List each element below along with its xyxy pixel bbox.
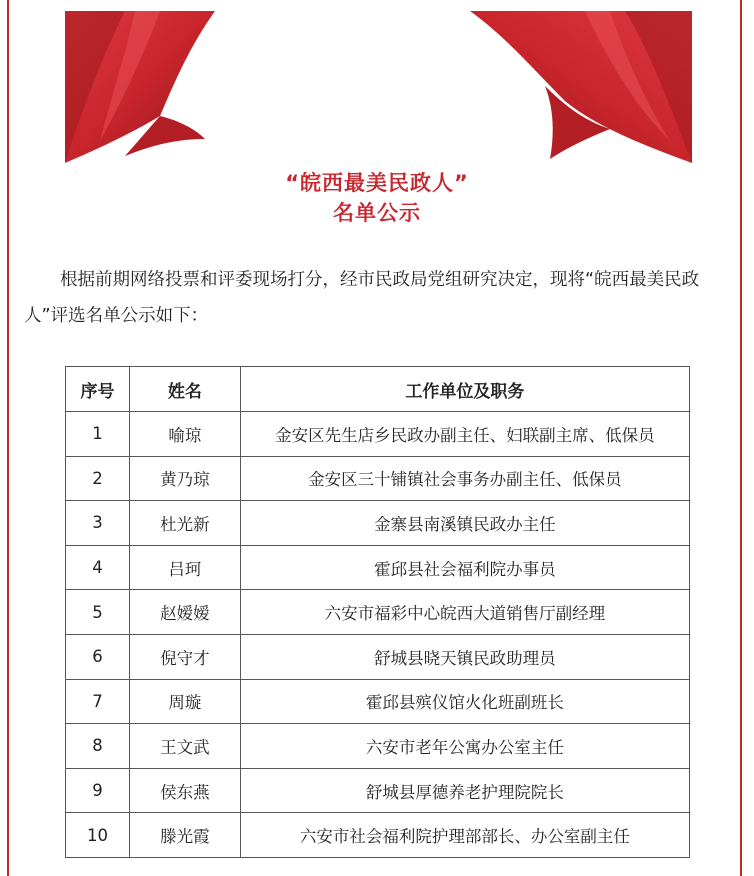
row-name: 周璇 xyxy=(129,679,240,724)
row-name: 滕光霞 xyxy=(129,813,240,858)
row-name: 王文武 xyxy=(129,724,240,769)
row-number: 1 xyxy=(66,412,130,457)
row-number: 2 xyxy=(66,456,130,501)
header-number: 序号 xyxy=(66,367,130,412)
row-job: 金安区三十铺镇社会事务办副主任、低保员 xyxy=(240,456,689,501)
row-job: 金寨县南溪镇民政办主任 xyxy=(240,501,689,546)
row-job: 舒城县晓天镇民政助理员 xyxy=(240,634,689,679)
row-name: 吕珂 xyxy=(129,545,240,590)
roster-table xyxy=(65,366,690,858)
page-subtitle: 名单公示 xyxy=(333,201,421,225)
table-row xyxy=(66,679,690,724)
table-row xyxy=(66,768,690,813)
header-job: 工作单位及职务 xyxy=(240,367,689,412)
row-number: 7 xyxy=(66,679,130,724)
table-row xyxy=(66,456,690,501)
row-job: 六安市福彩中心皖西大道销售厅副经理 xyxy=(240,590,689,635)
row-job: 六安市老年公寓办公室主任 xyxy=(240,724,689,769)
table-row xyxy=(66,813,690,858)
row-name: 赵嫒嫒 xyxy=(129,590,240,635)
row-job: 六安市社会福利院护理部部长、办公室副主任 xyxy=(240,813,689,858)
row-job: 舒城县厚德养老护理院院长 xyxy=(240,768,689,813)
row-number: 5 xyxy=(66,590,130,635)
row-name: 杜光新 xyxy=(129,501,240,546)
row-number: 4 xyxy=(66,545,130,590)
row-job: 霍邱县社会福利院办事员 xyxy=(240,545,689,590)
row-number: 6 xyxy=(66,634,130,679)
row-job: 霍邱县殡仪馆火化班副班长 xyxy=(240,679,689,724)
row-number: 9 xyxy=(66,768,130,813)
page-title: “皖西最美民政人” xyxy=(285,171,469,195)
table-header-row xyxy=(66,367,690,412)
curtain-image xyxy=(65,11,692,163)
header-name: 姓名 xyxy=(129,367,240,412)
table-row xyxy=(66,412,690,457)
row-number: 8 xyxy=(66,724,130,769)
row-name: 倪守才 xyxy=(129,634,240,679)
row-job: 金安区先生店乡民政办副主任、妇联副主席、低保员 xyxy=(240,412,689,457)
row-name: 侯东燕 xyxy=(129,768,240,813)
table-row xyxy=(66,590,690,635)
row-name: 喻琼 xyxy=(129,412,240,457)
table-row xyxy=(66,501,690,546)
row-name: 黄乃琼 xyxy=(129,456,240,501)
table-row xyxy=(66,724,690,769)
red-curtain-banner xyxy=(65,11,692,163)
row-number: 10 xyxy=(66,813,130,858)
table-row xyxy=(66,545,690,590)
row-number: 3 xyxy=(66,501,130,546)
table-row xyxy=(66,634,690,679)
intro-paragraph: 根据前期网络投票和评委现场打分，经市民政局党组研究决定，现将“皖西最美民政人”评选名单公示如下： xyxy=(24,270,700,326)
